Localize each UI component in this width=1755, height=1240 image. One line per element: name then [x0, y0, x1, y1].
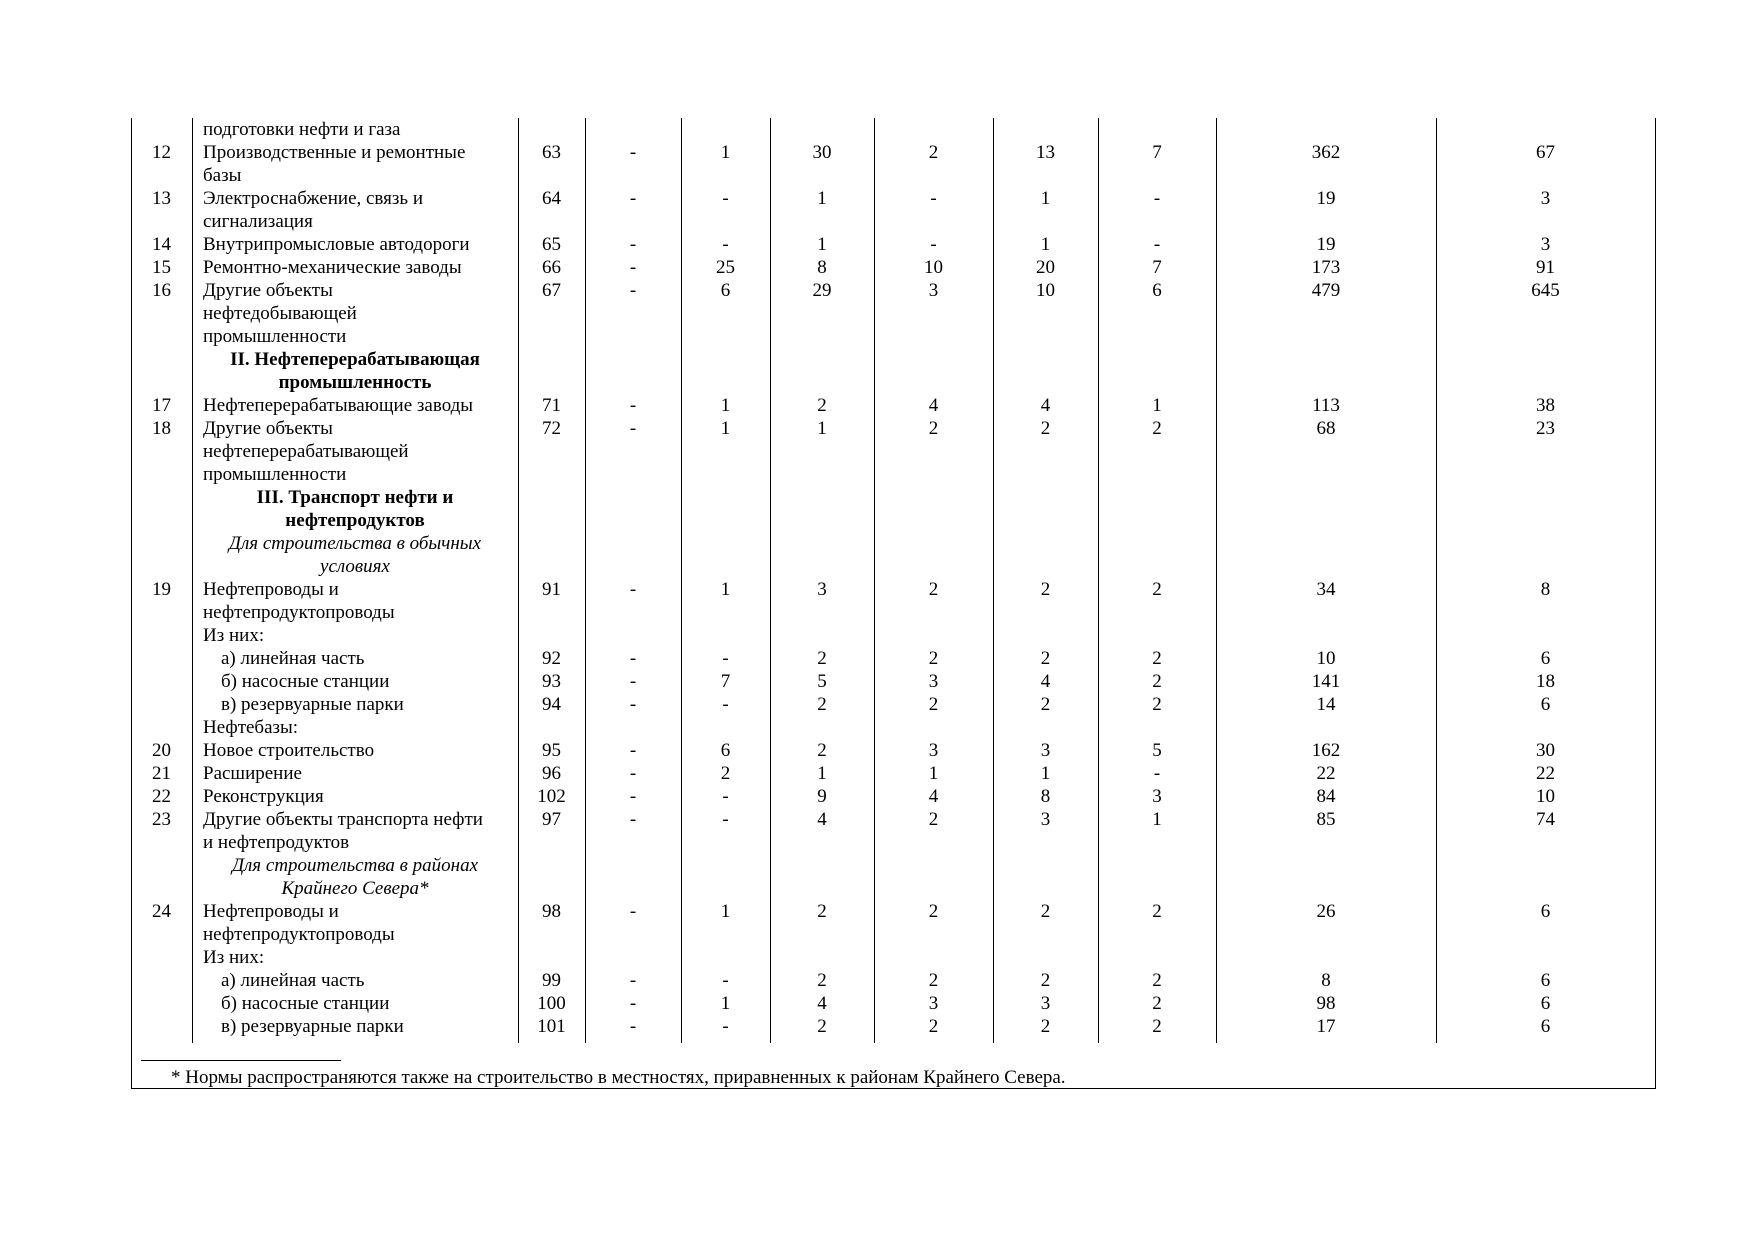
cell-col-4: 3: [817, 579, 827, 600]
cell-col-2: -: [629, 671, 637, 692]
section-heading: нефтепродуктов: [285, 510, 425, 531]
cell-col-9: 38: [1536, 395, 1555, 416]
cell-col-7: 6: [1152, 280, 1162, 301]
cell-col-8: 362: [1311, 142, 1341, 163]
cell-col-8: 26: [1316, 901, 1336, 922]
row-number: 17: [152, 395, 171, 416]
cell-col-2: -: [629, 188, 637, 209]
cell-col-7: 2: [1152, 993, 1162, 1014]
cell-col-3: 1: [720, 142, 731, 163]
cell-col-2: -: [629, 809, 637, 830]
cell-col-3: 6: [720, 280, 731, 301]
row-label: Другие объекты транспорта нефти: [203, 809, 483, 830]
cell-col-9: 10: [1536, 786, 1555, 807]
cell-col-3: 1: [720, 993, 731, 1014]
cell-col-9: 6: [1540, 1016, 1551, 1037]
cell-col-2: -: [629, 418, 637, 439]
cell-col-8: 113: [1312, 395, 1340, 416]
row-number: 15: [152, 257, 171, 278]
cell-col-6: 4: [1040, 671, 1051, 692]
cell-code: 63: [542, 142, 561, 163]
cell-col-5: 2: [928, 901, 939, 922]
row-label: Ремонтно-механические заводы: [203, 257, 462, 278]
cell-col-6: 13: [1036, 142, 1055, 163]
cell-col-9: 8: [1540, 579, 1551, 600]
cell-col-3: -: [722, 970, 729, 991]
cell-col-8: 68: [1316, 418, 1336, 439]
section-heading: II. Нефтеперерабатывающая: [230, 349, 480, 370]
cell-col-9: 6: [1540, 970, 1551, 991]
cell-col-2: -: [629, 786, 637, 807]
cell-col-4: 2: [817, 1016, 827, 1037]
cell-col-4: 1: [817, 234, 827, 255]
cell-col-4: 4: [817, 993, 827, 1014]
cell-code: 72: [542, 418, 561, 439]
cell-col-4: 1: [817, 763, 827, 784]
row-number: 16: [152, 280, 171, 301]
cell-col-9: 3: [1540, 234, 1551, 255]
cell-col-8: 98: [1316, 993, 1336, 1014]
cell-col-5: 2: [928, 142, 939, 163]
row-label: Производственные и ремонтные: [203, 142, 466, 163]
cell-col-5: 3: [928, 740, 939, 761]
row-label: Нефтебазы:: [203, 717, 299, 738]
cell-col-2: -: [629, 763, 637, 784]
cell-col-7: 2: [1152, 970, 1162, 991]
row-label: Новое строительство: [203, 740, 375, 761]
cell-col-9: 6: [1540, 901, 1551, 922]
cell-col-7: 2: [1152, 418, 1162, 439]
cell-col-6: 2: [1040, 901, 1051, 922]
row-label: б) насосные станции: [221, 671, 390, 692]
cell-col-5: -: [930, 234, 937, 255]
cell-col-7: 7: [1152, 257, 1162, 278]
section-subheading: Для строительства в обычных: [228, 533, 482, 554]
cell-col-5: 3: [928, 671, 939, 692]
cell-col-3: -: [722, 234, 729, 255]
section-subheading: условиях: [320, 556, 390, 577]
cell-code: 99: [542, 970, 561, 991]
row-label: базы: [203, 165, 242, 186]
cell-col-3: 7: [720, 671, 731, 692]
cell-col-9: 22: [1536, 763, 1555, 784]
cell-col-8: 10: [1316, 648, 1336, 669]
section-subheading: Для строительства в районах: [231, 855, 479, 876]
cell-col-5: 2: [928, 809, 939, 830]
row-label: Из них:: [203, 625, 265, 646]
cell-code: 95: [542, 740, 561, 761]
cell-col-3: 1: [720, 901, 731, 922]
row-label: б) насосные станции: [221, 993, 390, 1014]
cell-code: 65: [542, 234, 561, 255]
cell-col-8: 17: [1316, 1016, 1336, 1037]
cell-col-5: -: [930, 188, 937, 209]
row-label: Нефтепроводы и: [203, 579, 339, 600]
cell-col-5: 2: [928, 694, 939, 715]
cell-code: 64: [542, 188, 561, 209]
cell-col-4: 2: [817, 970, 827, 991]
cell-col-7: 2: [1152, 1016, 1162, 1037]
footnote-rule: [141, 1060, 341, 1061]
cell-col-7: 3: [1152, 786, 1162, 807]
cell-col-7: -: [1153, 188, 1161, 209]
section-subheading: Крайнего Севера*: [281, 878, 429, 899]
cell-col-3: -: [722, 648, 729, 669]
cell-col-2: -: [629, 970, 637, 991]
cell-col-4: 2: [817, 395, 827, 416]
row-label: Внутрипромысловые автодороги: [203, 234, 470, 255]
row-label: в) резервуарные парки: [221, 694, 404, 715]
row-label: промышленности: [203, 464, 347, 485]
table-right-border: [1655, 118, 1656, 1089]
cell-col-6: 2: [1040, 579, 1051, 600]
cell-code: 93: [542, 671, 561, 692]
cell-col-5: 2: [928, 418, 939, 439]
cell-col-3: 2: [720, 763, 731, 784]
cell-code: 101: [537, 1016, 566, 1037]
row-number: 19: [152, 579, 171, 600]
row-label: нефтедобывающей: [203, 303, 357, 324]
cell-col-8: 84: [1316, 786, 1336, 807]
cell-col-6: 20: [1036, 257, 1055, 278]
cell-col-5: 3: [928, 993, 939, 1014]
row-label: Другие объекты: [203, 418, 333, 439]
row-number: 24: [152, 901, 171, 922]
cell-col-7: 2: [1152, 901, 1162, 922]
cell-col-9: 74: [1536, 809, 1555, 830]
cell-col-4: 4: [817, 809, 827, 830]
cell-col-6: 2: [1040, 1016, 1051, 1037]
cell-col-9: 67: [1536, 142, 1555, 163]
cell-col-7: 2: [1152, 671, 1162, 692]
cell-col-8: 141: [1311, 671, 1341, 692]
row-label: подготовки нефти и газа: [203, 119, 401, 140]
cell-col-7: -: [1153, 763, 1161, 784]
cell-code: 98: [542, 901, 561, 922]
cell-code: 91: [542, 579, 561, 600]
cell-code: 94: [542, 694, 561, 715]
cell-col-2: -: [629, 1016, 637, 1037]
cell-col-2: -: [629, 901, 637, 922]
cell-code: 67: [542, 280, 561, 301]
cell-col-2: -: [629, 280, 637, 301]
cell-col-9: 30: [1536, 740, 1555, 761]
row-number: 20: [152, 740, 171, 761]
cell-col-9: 645: [1531, 280, 1560, 301]
cell-col-6: 10: [1036, 280, 1055, 301]
cell-col-3: -: [722, 694, 729, 715]
cell-col-8: 34: [1316, 579, 1336, 600]
cell-col-6: 3: [1040, 809, 1051, 830]
column-rule: [192, 118, 193, 1043]
cell-col-3: -: [722, 809, 729, 830]
row-label: промышленности: [203, 326, 347, 347]
cell-col-6: 1: [1040, 234, 1051, 255]
row-label: нефтепродуктопроводы: [203, 602, 395, 623]
cell-col-9: 6: [1540, 993, 1551, 1014]
cell-col-2: -: [629, 395, 637, 416]
cell-col-8: 173: [1311, 257, 1341, 278]
cell-col-4: 2: [817, 648, 827, 669]
row-label: Электроснабжение, связь и: [203, 188, 423, 209]
cell-col-4: 2: [817, 740, 827, 761]
cell-col-3: -: [722, 1016, 729, 1037]
row-number: 23: [152, 809, 171, 830]
row-number: 22: [152, 786, 171, 807]
cell-col-2: -: [629, 648, 637, 669]
cell-col-5: 2: [928, 579, 939, 600]
cell-col-3: -: [722, 188, 729, 209]
cell-code: 97: [542, 809, 561, 830]
cell-col-8: 19: [1316, 188, 1336, 209]
cell-col-2: -: [629, 694, 637, 715]
cell-col-5: 4: [928, 786, 939, 807]
cell-code: 66: [542, 257, 561, 278]
cell-col-7: 2: [1152, 694, 1162, 715]
cell-col-4: 30: [812, 142, 832, 163]
cell-col-6: 3: [1040, 740, 1051, 761]
cell-col-5: 1: [928, 763, 939, 784]
cell-col-8: 22: [1316, 763, 1336, 784]
cell-col-9: 18: [1536, 671, 1555, 692]
cell-col-6: 2: [1040, 970, 1051, 991]
cell-col-7: 1: [1152, 809, 1162, 830]
cell-col-6: 8: [1040, 786, 1051, 807]
section-heading: промышленность: [278, 372, 432, 393]
cell-col-3: 1: [720, 395, 731, 416]
row-label: нефтепродуктопроводы: [203, 924, 395, 945]
cell-col-9: 3: [1540, 188, 1551, 209]
cell-col-9: 6: [1540, 694, 1551, 715]
cell-col-8: 479: [1311, 280, 1341, 301]
cell-col-6: 2: [1040, 694, 1051, 715]
cell-col-6: 1: [1040, 763, 1051, 784]
footnote: * Нормы распространяются также на строительство в местностях, приравненных к районам Крайнего Севера.: [171, 1067, 1066, 1088]
cell-col-5: 3: [928, 280, 939, 301]
cell-code: 100: [537, 993, 566, 1014]
cell-col-2: -: [629, 234, 637, 255]
cell-col-6: 4: [1040, 395, 1051, 416]
row-label: Реконструкция: [203, 786, 324, 807]
cell-col-7: 2: [1152, 648, 1162, 669]
cell-col-5: 2: [928, 1016, 939, 1037]
cell-col-7: 5: [1152, 740, 1162, 761]
norms-table-continuation: [131, 118, 1656, 1089]
cell-col-5: 2: [928, 970, 939, 991]
cell-col-4: 1: [817, 418, 827, 439]
cell-col-6: 3: [1040, 993, 1051, 1014]
cell-col-3: 6: [720, 740, 731, 761]
section-heading: III. Транспорт нефти и: [256, 487, 454, 508]
cell-col-9: 91: [1536, 257, 1555, 278]
row-label: и нефтепродуктов: [203, 832, 350, 853]
cell-code: 71: [542, 395, 561, 416]
cell-col-8: 85: [1316, 809, 1336, 830]
cell-col-4: 5: [817, 671, 827, 692]
cell-col-2: -: [629, 257, 637, 278]
row-label: Нефтеперерабатывающие заводы: [203, 395, 474, 416]
row-number: 14: [152, 234, 171, 255]
cell-col-6: 1: [1040, 188, 1051, 209]
cell-col-3: 1: [720, 579, 731, 600]
cell-code: 92: [542, 648, 561, 669]
row-label: Из них:: [203, 947, 265, 968]
cell-col-3: 1: [720, 418, 731, 439]
cell-col-7: 2: [1152, 579, 1162, 600]
cell-col-8: 162: [1311, 740, 1341, 761]
cell-col-4: 8: [817, 257, 827, 278]
cell-col-3: 25: [716, 257, 735, 278]
cell-col-2: -: [629, 993, 637, 1014]
cell-col-7: -: [1153, 234, 1161, 255]
cell-col-3: -: [722, 786, 729, 807]
cell-col-6: 2: [1040, 418, 1051, 439]
row-label: сигнализация: [203, 211, 313, 232]
row-number: 21: [152, 763, 171, 784]
cell-col-4: 2: [817, 694, 827, 715]
row-label: а) линейная часть: [221, 970, 365, 991]
cell-code: 96: [542, 763, 561, 784]
cell-col-9: 6: [1540, 648, 1551, 669]
cell-col-8: 8: [1321, 970, 1331, 991]
cell-code: 102: [537, 786, 566, 807]
row-label: а) линейная часть: [221, 648, 365, 669]
row-label: в) резервуарные парки: [221, 1016, 404, 1037]
cell-col-5: 2: [928, 648, 939, 669]
cell-col-4: 9: [817, 786, 827, 807]
row-number: 12: [152, 142, 171, 163]
row-label: нефтеперерабатывающей: [203, 441, 409, 462]
cell-col-9: 23: [1536, 418, 1555, 439]
cell-col-5: 10: [924, 257, 943, 278]
cell-col-4: 2: [817, 901, 827, 922]
cell-col-8: 19: [1316, 234, 1336, 255]
cell-col-2: -: [629, 579, 637, 600]
cell-col-7: 7: [1152, 142, 1162, 163]
row-label: Расширение: [203, 763, 302, 784]
row-label: Нефтепроводы и: [203, 901, 339, 922]
cell-col-4: 1: [817, 188, 827, 209]
cell-col-5: 4: [928, 395, 939, 416]
row-label: Другие объекты: [203, 280, 333, 301]
cell-col-2: -: [629, 142, 637, 163]
cell-col-6: 2: [1040, 648, 1051, 669]
cell-col-2: -: [629, 740, 637, 761]
row-number: 13: [152, 188, 171, 209]
cell-col-8: 14: [1316, 694, 1336, 715]
cell-col-4: 29: [812, 280, 832, 301]
cell-col-7: 1: [1152, 395, 1162, 416]
row-number: 18: [152, 418, 171, 439]
